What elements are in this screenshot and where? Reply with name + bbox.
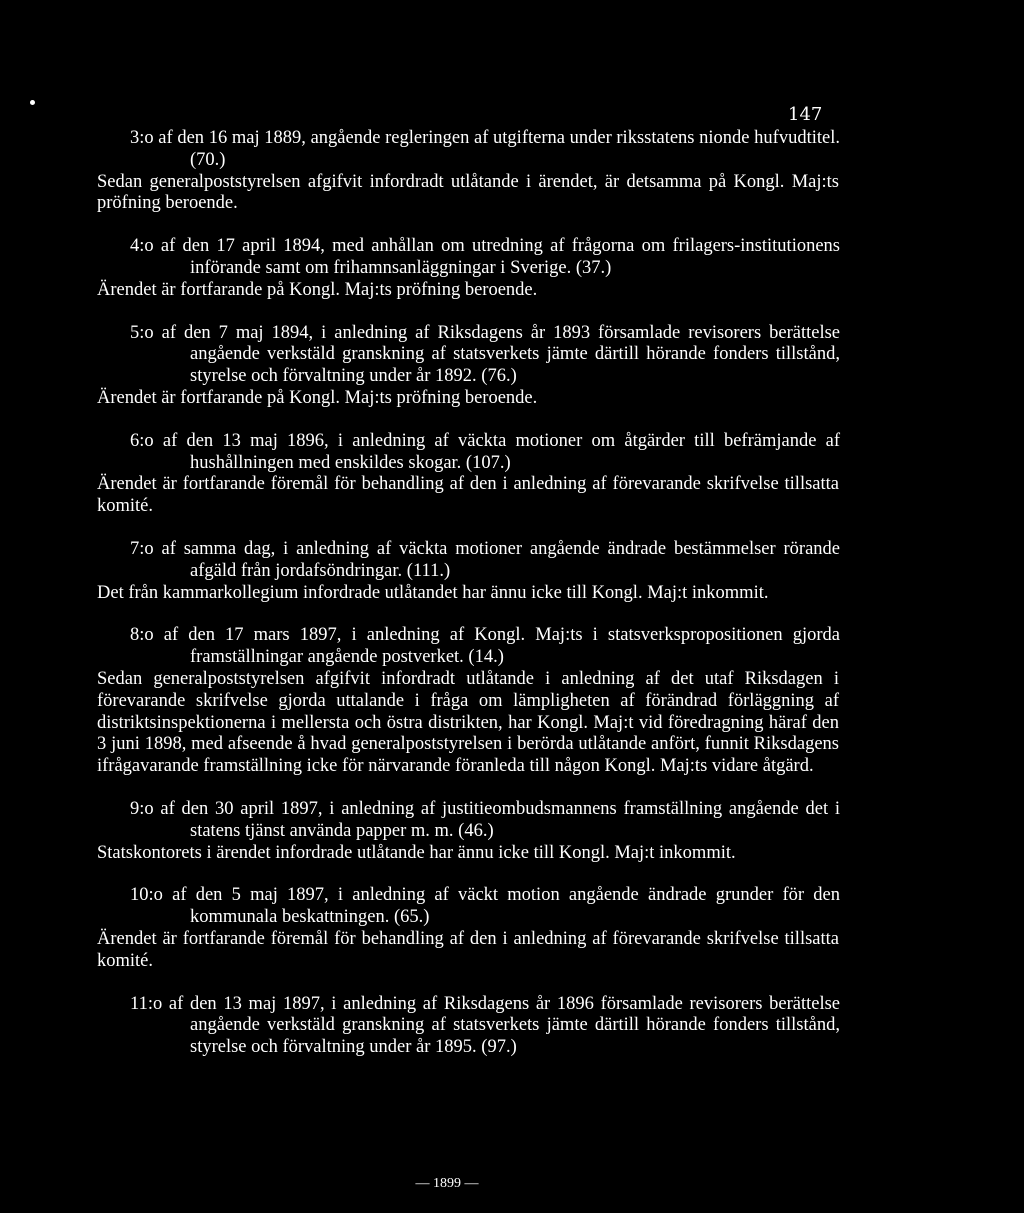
scan-speck (30, 100, 35, 105)
entry-status-text: Statskontorets i ärendet infordrade utlåtande har ännu icke till Kongl. Maj:t inkommit. (97, 842, 736, 863)
entry-item-text: 5:o af den 7 maj 1894, i anledning af Riksdagens år 1893 församlade revisorers berättelse angående verkstäld granskning af statsverkets jämte därtill hörande fonders tillstånd, styrelse och förvaltning under år 1892. (76.) (130, 322, 840, 387)
page-number: 147 (788, 104, 823, 125)
entry-8 (0, 625, 1024, 778)
entry-10 (0, 885, 1024, 972)
entry-status-text: Ärendet är fortfarande föremål för behandling af den i anledning af förevarande skrifvelse tillsatta komité. (97, 474, 839, 517)
entry-item-text: 11:o af den 13 maj 1897, i anledning af Riksdagens år 1896 församlade revisorers berättelse angående verkstäld granskning af statsverkets jämte därtill hörande fonders tillstånd, styrelse och förvaltning under år 1895. (97.) (130, 993, 840, 1058)
entry-item-text: 8:o af den 17 mars 1897, i anledning af Kongl. Maj:ts i statsverkspropositionen gjorda framställningar angående postverket. (14.) (130, 625, 840, 668)
page-footer: — 1899 — (415, 1176, 479, 1191)
entry-status-text: Det från kammarkollegium infordrade utlåtandet har ännu icke till Kongl. Maj:t inkommit. (97, 582, 769, 603)
entry-status-text: Sedan generalpoststyrelsen afgifvit infordradt utlåtande i ärendet, är detsamma på Kongl. Maj:ts pröfning beroende. (97, 171, 839, 214)
entry-status-text: Ärendet är fortfarande föremål för behandling af den i anledning af förevarande skrifvelse tillsatta komité. (97, 928, 839, 971)
entry-7 (0, 539, 1024, 604)
entry-item-text: 3:o af den 16 maj 1889, angående regleringen af utgifterna under riksstatens nionde hufvudtitel. (70.) (130, 128, 840, 170)
document-body (0, 128, 1024, 1080)
entry-item-text: 6:o af den 13 maj 1896, i anledning af väckta motioner om åtgärder till befrämjande af hushållningen med enskildes skogar. (107.) (130, 430, 840, 473)
entry-item-text: 9:o af den 30 april 1897, i anledning af justitieombudsmannens framställning angående det i statens tjänst använda papper m. m. (46.) (130, 798, 840, 841)
entry-item-text: 7:o af samma dag, i anledning af väckta motioner angående ändrade bestämmelser rörande afgäld från jordafsöndringar. (111.) (130, 538, 840, 581)
entry-11 (0, 994, 1024, 1059)
entry-9 (0, 799, 1024, 864)
entry-item-text: 4:o af den 17 april 1894, med anhållan om utredning af frågorna om frilagers-institutionens införande samt om frihamnsanläggningar i Sverige. (37.) (130, 236, 840, 278)
entry-4 (0, 236, 1024, 301)
entry-3 (0, 128, 1024, 215)
entry-status-text: Sedan generalpoststyrelsen afgifvit infordradt utlåtande i anledning af det utaf Riksdagen i förevarande skrifvelse gjorda uttalande i fråga om lämpligheten af förändrad förläggning af distriktsinspektionerna i mellersta och östra distrikten, har Kongl. Maj:t vid föredragning häraf den 3 juni 1898, med afseende å hvad generalpoststyrelsen i berörda utlåtande anfört, funnit Riksdagens ifrågavarande framställning icke för närvarande föranleda till någon Kongl. Maj:ts vidare åtgärd. (97, 668, 839, 777)
entry-status-text: Ärendet är fortfarande på Kongl. Maj:ts pröfning beroende. (97, 279, 538, 300)
entry-item-text: 10:o af den 5 maj 1897, i anledning af väckt motion angående ändrade grunder för den kommunala beskattningen. (65.) (130, 885, 840, 928)
entry-status-text: Ärendet är fortfarande på Kongl. Maj:ts pröfning beroende. (97, 387, 538, 408)
entry-5 (0, 323, 1024, 410)
entry-6 (0, 431, 1024, 518)
